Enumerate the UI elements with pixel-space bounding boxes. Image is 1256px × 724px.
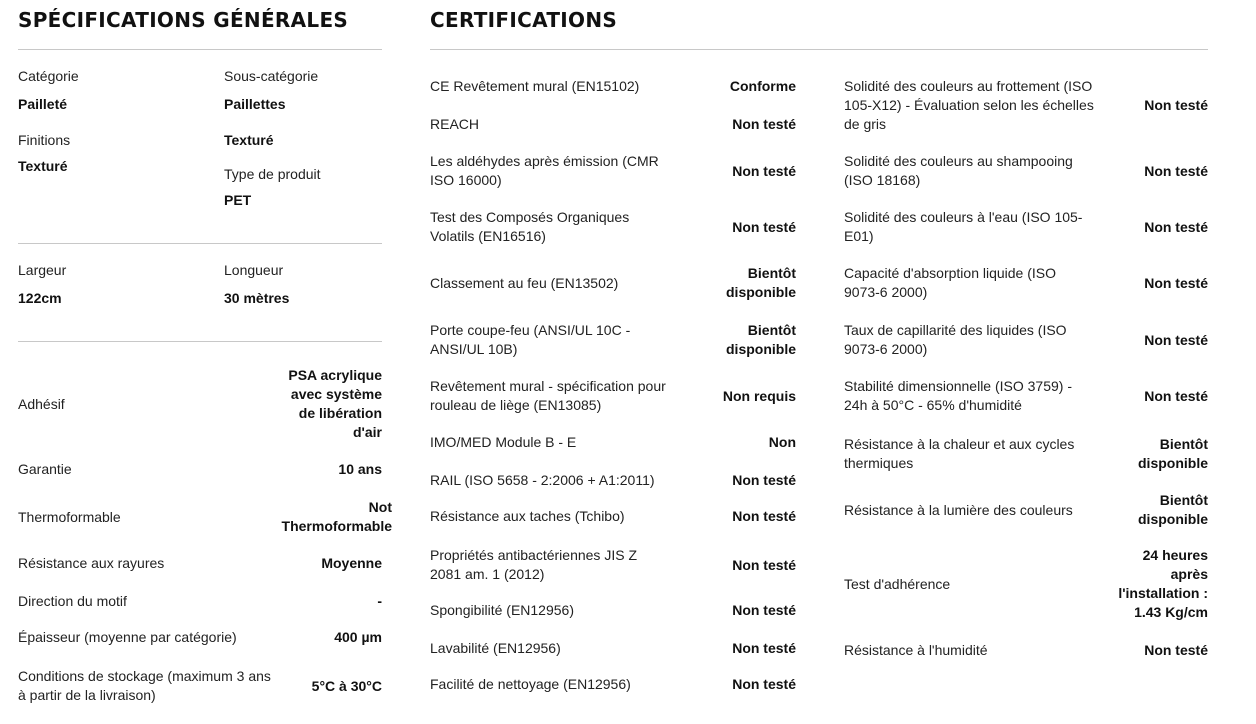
dimensions-divider <box>18 243 382 244</box>
cert-row <box>430 114 796 134</box>
property-label: Adhésif <box>18 395 65 412</box>
property-row <box>18 552 382 574</box>
type-produit-value: PET <box>224 192 252 208</box>
general-specs-title: SPÉCIFICATIONS GÉNÉRALES <box>18 8 349 32</box>
cert-row <box>844 320 1208 360</box>
cert-value: Non testé <box>1144 218 1208 235</box>
property-value: - <box>377 592 382 609</box>
cert-label: Classement au feu (EN13502) <box>430 274 619 291</box>
cert-value: Non testé <box>732 601 796 618</box>
cert-label: Porte coupe-feu (ANSI/UL 10C - ANSI/UL 10B) <box>430 322 631 357</box>
cert-row <box>430 545 796 585</box>
cert-value: Non testé <box>732 471 796 488</box>
cert-label: Les aldéhydes après émission (CMR ISO 16000) <box>430 153 659 188</box>
cert-label: Résistance à l'humidité <box>844 641 988 658</box>
cert-label: Lavabilité (EN12956) <box>430 639 561 656</box>
cert-value: 24 heures après l'installation : 1.43 Kg/cm <box>1118 547 1208 620</box>
cert-row <box>844 76 1208 134</box>
cert-row <box>430 470 796 490</box>
cert-value: Non testé <box>1144 162 1208 179</box>
property-label: Résistance aux rayures <box>18 554 165 571</box>
property-row <box>18 366 382 442</box>
cert-label: Solidité des couleurs au frottement (ISO 105-X12) - Évaluation selon les échelles de gris <box>844 77 1094 132</box>
cert-label: IMO/MED Module B - E <box>430 433 577 450</box>
cert-value: Non testé <box>732 507 796 524</box>
finitions-value: Texturé <box>18 158 68 174</box>
cert-label: Test des Composés Organiques Volatils (EN16516) <box>430 209 630 244</box>
cert-row <box>844 151 1208 191</box>
properties-divider <box>18 341 382 342</box>
cert-row <box>430 600 796 620</box>
property-row <box>18 626 382 648</box>
finitions-label: Finitions <box>18 132 71 148</box>
cert-label: CE Revêtement mural (EN15102) <box>430 77 640 94</box>
longueur-value: 30 mètres <box>224 290 290 306</box>
categorie-value: Pailleté <box>18 96 68 112</box>
cert-row <box>844 376 1208 416</box>
cert-label: Revêtement mural - spécification pour rouleau de liège (EN13085) <box>430 378 666 413</box>
type-produit-label: Type de produit <box>224 166 321 182</box>
cert-value: Non <box>768 433 796 450</box>
texture-value: Texturé <box>224 132 274 148</box>
cert-label: Solidité des couleurs à l'eau (ISO 105-E01) <box>844 209 1083 244</box>
cert-row <box>430 506 796 526</box>
cert-row <box>430 263 796 303</box>
sous-categorie-value: Paillettes <box>224 96 286 112</box>
sous-categorie-label: Sous-catégorie <box>224 68 319 84</box>
property-row <box>18 497 392 537</box>
cert-label: Résistance aux taches (Tchibo) <box>430 507 625 524</box>
property-label: Conditions de stockage (maximum 3 ans à partir de la livraison) <box>18 668 271 703</box>
cert-label: Stabilité dimensionnelle (ISO 3759) - 24h à 50°C - 65% d'humidité <box>844 378 1073 413</box>
property-label: Garantie <box>18 460 72 477</box>
cert-row <box>430 76 796 96</box>
cert-label: Capacité d'absorption liquide (ISO 9073-6 2000) <box>844 265 1057 300</box>
cert-row <box>844 207 1208 247</box>
cert-label: Résistance à la chaleur et aux cycles thermiques <box>844 436 1075 471</box>
property-value: PSA acrylique avec système de libération d'air <box>288 367 382 440</box>
cert-value: Non testé <box>1144 641 1208 658</box>
cert-value: Non testé <box>732 675 796 692</box>
cert-row <box>844 640 1208 660</box>
property-row <box>18 458 382 480</box>
cert-value: Bientôt disponible <box>1138 492 1208 527</box>
property-value: Moyenne <box>321 554 382 571</box>
cert-value: Non testé <box>732 162 796 179</box>
cert-value: Non testé <box>1144 331 1208 348</box>
categorie-label: Catégorie <box>18 68 79 84</box>
cert-label: Facilité de nettoyage (EN12956) <box>430 675 631 692</box>
property-label: Direction du motif <box>18 592 127 609</box>
cert-label: RAIL (ISO 5658 - 2:2006 + A1:2011) <box>430 471 655 488</box>
cert-row <box>430 432 796 452</box>
cert-value: Bientôt disponible <box>726 265 796 300</box>
cert-label: Spongibilité (EN12956) <box>430 601 574 618</box>
cert-value: Non testé <box>732 639 796 656</box>
property-value: 10 ans <box>338 460 382 477</box>
property-label: Thermoformable <box>18 508 121 525</box>
cert-value: Non testé <box>732 556 796 573</box>
cert-row <box>844 490 1208 530</box>
cert-value: Non testé <box>1144 387 1208 404</box>
property-value: Not Thermoformable <box>281 499 392 534</box>
certifications-divider <box>430 49 1208 50</box>
largeur-value: 122cm <box>18 290 62 306</box>
cert-row <box>430 207 796 247</box>
cert-row <box>430 638 796 658</box>
cert-label: Propriétés antibactériennes JIS Z 2081 am. 1 (2012) <box>430 547 637 582</box>
longueur-label: Longueur <box>224 262 284 278</box>
cert-row <box>844 546 1208 622</box>
cert-value: Non testé <box>732 115 796 132</box>
property-value: 5°C à 30°C <box>311 677 382 694</box>
property-label: Épaisseur (moyenne par catégorie) <box>18 628 237 645</box>
property-row <box>18 666 382 706</box>
property-row <box>18 590 382 612</box>
cert-value: Bientôt disponible <box>1138 436 1208 471</box>
cert-label: Taux de capillarité des liquides (ISO 9073-6 2000) <box>844 322 1067 357</box>
certifications-title: CERTIFICATIONS <box>430 8 618 32</box>
general-specs-divider <box>18 49 382 50</box>
cert-row <box>430 320 796 360</box>
cert-value: Non requis <box>722 387 796 404</box>
property-value: 400 µm <box>334 628 382 645</box>
largeur-label: Largeur <box>18 262 67 278</box>
cert-label: Solidité des couleurs au shampooing (ISO 18168) <box>844 153 1073 188</box>
cert-row <box>844 263 1208 303</box>
cert-label: REACH <box>430 115 480 132</box>
cert-value: Non testé <box>1144 274 1208 291</box>
cert-row <box>844 434 1208 474</box>
cert-value: Non testé <box>1144 96 1208 113</box>
cert-row <box>430 151 796 191</box>
cert-row <box>430 376 796 416</box>
cert-row <box>430 674 796 694</box>
cert-value: Bientôt disponible <box>726 322 796 357</box>
cert-label: Résistance à la lumière des couleurs <box>844 501 1073 518</box>
cert-label: Test d'adhérence <box>844 575 951 592</box>
cert-value: Non testé <box>732 218 796 235</box>
cert-value: Conforme <box>729 77 796 94</box>
